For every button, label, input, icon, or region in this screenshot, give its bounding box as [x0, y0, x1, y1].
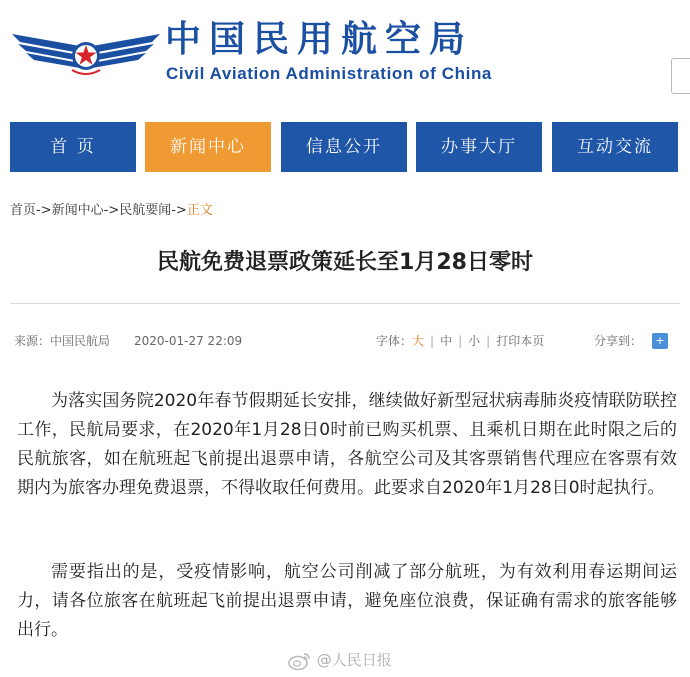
site-title-english[interactable]: Civil Aviation Administration of China	[166, 64, 492, 83]
breadcrumb	[10, 201, 213, 221]
weibo-watermark	[288, 648, 392, 672]
article-paragraph: 为落实国务院2020年春节假期延长安排，继续做好新型冠状病毒肺炎疫情联防联控工作，民航局要求，在2020年1月28日0时前已购买机票、且乘机日期在此时限之后的民航旅客，如在航班起飞前提出退票申请，各航空公司及其客票销售代理应在客票有效期内为旅客办理免费退票，不得收取任何费用。此要求自2020年1月28日0时起执行。	[17, 391, 677, 498]
weibo-icon	[288, 651, 312, 671]
nav-item-info-disclosure[interactable]: 信息公开	[281, 122, 407, 172]
search-input[interactable]	[671, 58, 690, 94]
breadcrumb-separator: ->	[171, 203, 187, 218]
breadcrumb-separator: ->	[103, 203, 120, 218]
share-plus-icon[interactable]: +	[652, 333, 668, 349]
font-size-label: 字体：	[376, 334, 413, 348]
separator: |	[486, 334, 491, 348]
watermark-text: @人民日报	[316, 651, 392, 669]
caac-wings-star-logo[interactable]	[10, 22, 162, 82]
font-medium-button[interactable]: 中	[440, 334, 453, 348]
nav-item-service-hall[interactable]: 办事大厅	[416, 122, 542, 172]
print-page-link[interactable]: 打印本页	[496, 334, 545, 348]
breadcrumb-separator: ->	[36, 203, 52, 218]
breadcrumb-news-link[interactable]: 新闻中心	[51, 203, 104, 218]
font-large-button[interactable]: 大	[412, 334, 425, 348]
title-divider	[10, 303, 680, 304]
share-label: 分享到：	[594, 334, 643, 348]
article-title: 民航免费退票政策延长至1月28日零时	[157, 250, 533, 275]
separator: |	[458, 334, 463, 348]
separator: |	[430, 334, 435, 348]
breadcrumb-section-link[interactable]: 民航要闻	[119, 203, 172, 218]
article-date: 2020-01-27 22:09	[134, 334, 243, 348]
article-paragraph: 需要指出的是，受疫情影响，航空公司削减了部分航班，为有效利用春运期间运力，请各位旅客在航班起飞前提出退票申请，避免座位浪费，保证确有需求的旅客能够出行。	[17, 562, 677, 640]
site-title-chinese[interactable]: 中国民用航空局	[165, 19, 474, 60]
nav-item-news-center[interactable]: 新闻中心	[145, 122, 271, 172]
main-nav	[0, 122, 690, 172]
nav-item-interaction[interactable]: 互动交流	[552, 122, 678, 172]
font-small-button[interactable]: 小	[468, 334, 481, 348]
site-header	[0, 0, 690, 110]
font-size-controls	[376, 332, 544, 350]
breadcrumb-home-link[interactable]: 首页	[10, 203, 37, 218]
article-source: 来源：中国民航局	[14, 334, 111, 348]
breadcrumb-current: 正文	[186, 203, 213, 218]
nav-item-home[interactable]: 首 页	[10, 122, 136, 172]
